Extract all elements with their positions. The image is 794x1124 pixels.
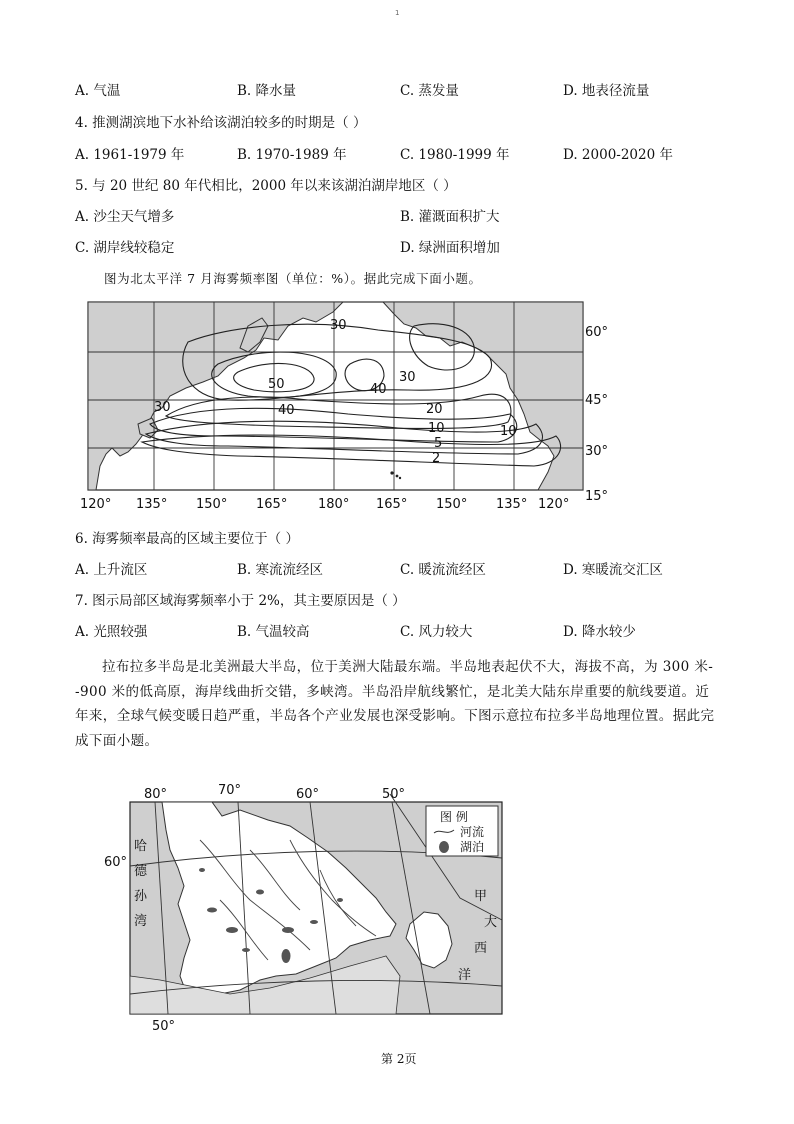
q5-option-b: B. 灌溉面积扩大	[400, 209, 500, 225]
q3-option-a: A. 气温	[75, 83, 121, 99]
labrador-passage: 拉布拉多半岛是北美洲最大半岛，位于美洲大陆最东端。半岛地表起伏不大，海拔不高，为 300 米--900 米的低高原，海岸线曲折交错，多峡湾。半岛沿岸航线繁忙，是北美大陆东岸重要的航线要道。近年来，全球气候变暖日趋严重，半岛各个产业发展也深受影响。下图示意拉布拉多半岛地理位置。据此完成下面小题。	[75, 659, 715, 749]
q6-option-c: C. 暖流流经区	[400, 562, 486, 578]
hudson-bay-char: 孙	[134, 889, 148, 904]
fog-label-40-west: 40	[278, 403, 295, 418]
page-header-mark: 1	[395, 9, 400, 17]
lab-lon-70: 70°	[218, 783, 242, 798]
fog-lon-label: 120°	[80, 497, 112, 512]
lab-lon-50: 50°	[382, 787, 406, 802]
legend-title: 图 例	[440, 810, 468, 824]
fog-label-40-east: 40	[370, 382, 387, 397]
fog-lon-label: 135°	[136, 497, 168, 512]
fog-lon-label: 165°	[256, 497, 288, 512]
q3-option-d: D. 地表径流量	[563, 83, 650, 99]
fog-label-30-east: 30	[399, 370, 416, 385]
q3-option-c: C. 蒸发量	[400, 83, 459, 99]
atlantic-char: 洋	[458, 968, 472, 983]
fog-map-intro: 图为北太平洋 7 月海雾频率图（单位：%）。据此完成下面小题。	[104, 271, 482, 286]
fog-label-30-west: 30	[154, 400, 171, 415]
map-legend	[426, 806, 498, 856]
q6-option-d: D. 寒暖流交汇区	[563, 562, 663, 578]
fog-label-5: 5	[434, 436, 443, 451]
q4-option-a: A. 1961-1979 年	[75, 147, 185, 163]
atlantic-char: 甲	[474, 889, 488, 904]
q7-option-c: C. 风力较大	[400, 624, 473, 640]
fog-lat-60: 60°	[585, 325, 609, 340]
lab-lat-50: 50°	[152, 1019, 176, 1032]
q7-option-b: B. 气温较高	[237, 624, 310, 640]
legend-river-label: 河流	[460, 825, 485, 839]
q6-option-a: A. 上升流区	[75, 562, 148, 578]
fog-lat-30: 30°	[585, 444, 609, 459]
fog-label-50: 50	[268, 377, 285, 392]
q3-option-b: B. 降水量	[237, 83, 297, 99]
q5-stem: 5. 与 20 世纪 80 年代相比，2000 年以来该湖泊湖岸地区（ ）	[75, 178, 457, 194]
q5-option-a: A. 沙尘天气增多	[75, 209, 175, 225]
page-footer: 第 2页	[381, 1052, 417, 1066]
fog-lon-label: 150°	[436, 497, 468, 512]
hudson-bay-char: 德	[134, 864, 148, 879]
q6-stem: 6. 海雾频率最高的区域主要位于（ ）	[75, 531, 299, 547]
q7-stem: 7. 图示局部区域海雾频率小于 2%，其主要原因是（ ）	[75, 593, 406, 609]
lab-lat-60: 60°	[104, 855, 128, 870]
labrador-peninsula-map	[100, 780, 520, 1032]
atlantic-char: 西	[474, 941, 488, 956]
fog-lat-15: 15°	[585, 489, 609, 504]
q5-option-d: D. 绿洲面积增加	[400, 240, 500, 256]
q7-option-a: A. 光照较强	[75, 624, 148, 640]
fog-lon-label: 180°	[318, 497, 350, 512]
hudson-bay-char: 哈	[134, 839, 148, 854]
q6-option-b: B. 寒流流经区	[237, 562, 324, 578]
fog-label-10-coast: 10	[500, 424, 517, 439]
fog-lon-label: 135°	[496, 497, 528, 512]
fog-lat-45: 45°	[585, 393, 609, 408]
fog-lon-label: 165°	[376, 497, 408, 512]
fog-label-10: 10	[428, 421, 445, 436]
q4-stem: 4. 推测湖滨地下水补给该湖泊较多的时期是（ ）	[75, 115, 367, 131]
legend-lake-label: 湖泊	[460, 840, 485, 854]
fog-label-2: 2	[432, 451, 441, 466]
lab-lon-60: 60°	[296, 787, 320, 802]
q5-option-c: C. 湖岸线较稳定	[75, 240, 175, 256]
q7-option-d: D. 降水较少	[563, 624, 636, 640]
sea-fog-frequency-map	[78, 296, 618, 512]
fog-lon-label: 120°	[538, 497, 570, 512]
fog-label-30-north: 30	[330, 318, 347, 333]
lab-lon-80: 80°	[144, 787, 168, 802]
hudson-bay-char: 湾	[134, 914, 148, 929]
q4-option-b: B. 1970-1989 年	[237, 147, 347, 163]
atlantic-char: 大	[484, 915, 498, 930]
fog-label-20: 20	[426, 402, 443, 417]
q4-option-c: C. 1980-1999 年	[400, 147, 510, 163]
fog-lon-label: 150°	[196, 497, 228, 512]
q4-option-d: D. 2000-2020 年	[563, 147, 673, 163]
